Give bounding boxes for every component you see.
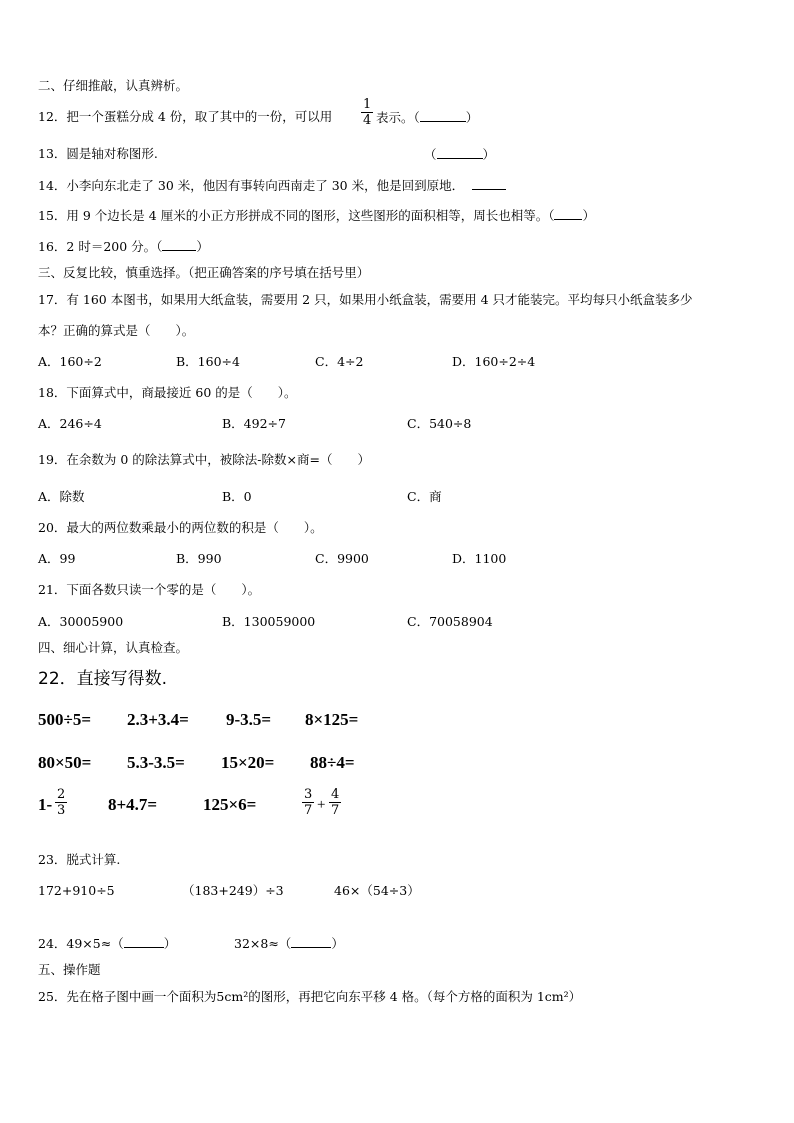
q21-option-c[interactable]: C．70058904 — [407, 614, 493, 629]
q16-answer-blank[interactable] — [162, 238, 196, 251]
question-18: 18．下面算式中，商最接近 60 的是（ ）。 — [38, 385, 297, 400]
section-2-heading: 二、仔细推敲，认真辨析。 — [38, 78, 189, 93]
q22-r3-c2: 8+4.7= — [108, 795, 158, 814]
question-21: 21．下面各数只读一个零的是（ ）。 — [38, 582, 261, 597]
q22-r2-c4: 88÷4= — [310, 753, 355, 772]
q22-r3-c3: 125×6= — [203, 795, 257, 814]
q22-r2-c1: 80×50= — [38, 753, 92, 772]
q22-r3-c4-fraction-2 — [329, 787, 341, 818]
q20-option-b[interactable]: B．990 — [176, 551, 222, 566]
q22-r3-c1-fraction — [55, 787, 67, 818]
q22-r2-c2: 5.3-3.5= — [127, 753, 185, 772]
q15-text: 15．用 9 个边长是 4 厘米的小正方形拼成不同的图形，这些图形的面积相等，周长也相等。（ — [38, 208, 555, 223]
q22-r3-c4-denominator-1: 7 — [304, 803, 313, 818]
question-12 — [38, 109, 332, 125]
q22-r3-c1-prefix: 1- — [38, 795, 53, 814]
q17-option-a[interactable]: A．160÷2 — [38, 354, 102, 369]
question-15 — [38, 207, 595, 224]
q22-r3-c4-fraction-1 — [302, 787, 314, 818]
q12-fraction-numerator: 1 — [363, 97, 372, 112]
q22-r3-c1-numerator: 2 — [57, 787, 66, 802]
q19-option-c[interactable]: C．商 — [407, 489, 442, 504]
question-19: 19．在余数为 0 的除法算式中，被除法-除数×商=（ ） — [38, 452, 370, 467]
q16-text: 16．2 时＝200 分。（ — [38, 239, 163, 254]
q19-option-a[interactable]: A．除数 — [38, 489, 85, 504]
question-17-line-2: 本？正确的算式是（ ）。 — [38, 323, 195, 338]
q24-a-text: 24．49×5≈（ — [38, 936, 124, 951]
section-3-heading: 三、反复比较，慎重选择。（把正确答案的序号填在括号里） — [38, 265, 370, 280]
q22-r1-c1: 500÷5= — [38, 710, 92, 729]
q22-r3-c4-numerator-1: 3 — [304, 787, 313, 802]
question-17-line-1: 17．有 160 本图书，如果用大纸盒装，需要用 2 只，如果用小纸盒装，需要用 4 只才能装完。平均每只小纸盒装多少 — [38, 292, 693, 307]
q14-text: 14．小李向东北走了 30 米，他因有事转向西南走了 30 米，他是回到原地． — [38, 178, 465, 193]
q24-b-text: 32×8≈（ — [234, 936, 292, 951]
question-24-a — [38, 935, 176, 952]
q22-r3-c4-numerator-2: 4 — [331, 787, 340, 802]
q19-option-b[interactable]: B．0 — [222, 489, 252, 504]
question-20: 20．最大的两位数乘最小的两位数的积是（ ）。 — [38, 520, 323, 535]
question-14 — [38, 177, 506, 194]
q13-open-paren: （ — [424, 147, 437, 162]
question-13: 13．圆是轴对称图形. — [38, 146, 158, 161]
q18-option-b[interactable]: B．492÷7 — [222, 416, 286, 431]
q22-r3-c4-denominator-2: 7 — [331, 803, 340, 818]
q24-a-answer-blank[interactable] — [124, 935, 164, 948]
q22-r3-c4-plus: + — [317, 797, 326, 813]
q21-option-b[interactable]: B．130059000 — [222, 614, 316, 629]
q13-close-paren: ） — [482, 147, 496, 162]
question-24-b — [234, 935, 344, 952]
q12-close-paren: ） — [465, 110, 479, 125]
q23-item-2: （183+249）÷3 — [182, 883, 284, 898]
q12-tail — [376, 109, 478, 126]
q12-answer-blank[interactable] — [420, 109, 466, 122]
q13-answer — [424, 146, 495, 163]
q24-b-close-paren: ） — [331, 936, 344, 951]
question-25: 25．先在格子图中画一个面积为5cm²的图形，再把它向东平移 4 格。（每个方格的面积为 1cm²） — [38, 989, 582, 1004]
q15-close-paren: ） — [582, 208, 595, 223]
q15-answer-blank[interactable] — [554, 207, 582, 220]
question-22-title: 22．直接写得数. — [38, 669, 168, 689]
q12-text-pre: 12．把一个蛋糕分成 4 份，取了其中的一份，可以用 — [38, 109, 333, 124]
q14-answer-blank[interactable] — [472, 177, 506, 190]
q22-r2-c3: 15×20= — [221, 753, 275, 772]
q21-option-a[interactable]: A．30005900 — [38, 614, 124, 629]
q20-option-a[interactable]: A．99 — [38, 551, 76, 566]
question-16 — [38, 238, 209, 255]
q23-item-1: 172+910÷5 — [38, 883, 115, 898]
q12-fraction-denominator: 4 — [363, 113, 372, 128]
q17-option-d[interactable]: D．160÷2÷4 — [452, 354, 536, 369]
q24-b-answer-blank[interactable] — [291, 935, 331, 948]
q18-option-c[interactable]: C．540÷8 — [407, 416, 472, 431]
section-4-heading: 四、细心计算，认真检查。 — [38, 640, 189, 655]
q17-option-b[interactable]: B．160÷4 — [176, 354, 240, 369]
q13-answer-blank[interactable] — [437, 146, 483, 159]
q24-a-close-paren: ） — [163, 936, 177, 951]
q22-r1-c2: 2.3+3.4= — [127, 710, 189, 729]
q18-option-a[interactable]: A．246÷4 — [38, 416, 102, 431]
q23-item-3: 46×（54÷3） — [334, 883, 420, 898]
section-5-heading: 五、操作题 — [38, 962, 101, 977]
q16-close-paren: ） — [196, 239, 209, 254]
question-23-title: 23．脱式计算. — [38, 852, 121, 867]
q12-text-post: 表示。（ — [376, 110, 420, 125]
q20-option-d[interactable]: D．1100 — [452, 551, 507, 566]
q12-fraction — [361, 97, 373, 128]
q22-r1-c3: 9-3.5= — [226, 710, 272, 729]
q22-r1-c4: 8×125= — [305, 710, 359, 729]
q20-option-c[interactable]: C．9900 — [315, 551, 369, 566]
q17-option-c[interactable]: C．4÷2 — [315, 354, 364, 369]
q22-r3-c1-denominator: 3 — [57, 803, 66, 818]
